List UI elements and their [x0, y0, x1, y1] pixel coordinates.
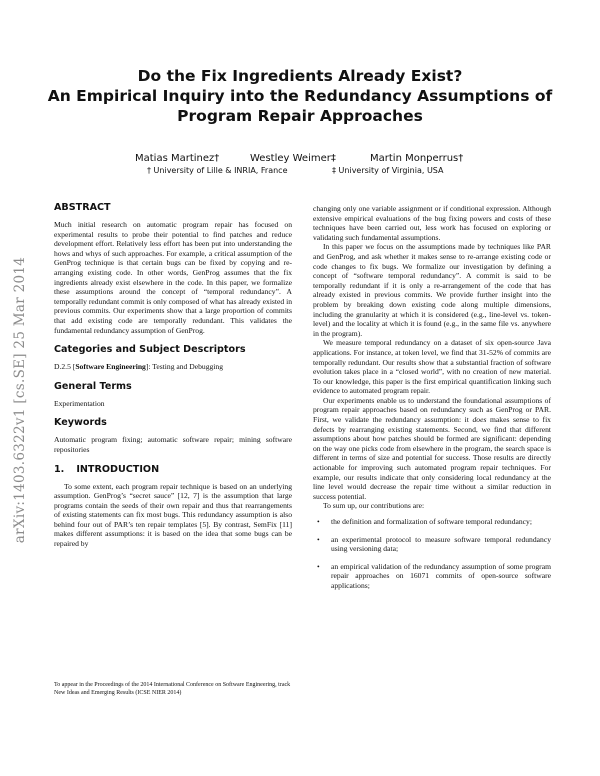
paragraph-text: makes sense to fix defects by rearranging existing statements. Second, we find that different assumptions about how patches should be formed are significant: depending on the way one picks code from elsewhere in the program, the search space is different in terms of size and potential for success. Those results are directly actionable for improving such automated program repair techniques. For example, our results indicate that only considering local redundancy at the line level would decrease the repair time without a similar reduction in success potential. [313, 415, 551, 501]
list-item [313, 535, 551, 554]
contributions-list [313, 517, 551, 591]
author-martinez: Matias Martinez† [135, 153, 220, 164]
paragraph: changing only one variable assignment or if conditional expression. Although extensive empirical evaluations of the bug fixing powers and costs of these techniques have been carried out, less work has focused on exploring or validating such fundamental assumptions. [313, 204, 551, 242]
introduction-heading [54, 464, 292, 476]
right-column [313, 204, 551, 599]
paragraph: To sum up, our contributions are: [323, 501, 425, 511]
paragraph-text: Our experiments enable us to understand the foundational assumptions of program repair approaches based on redundancy such as GenProg or PAR. First, we validate the redundancy assumption: it [313, 395, 551, 425]
paragraph: We measure temporal redundancy on a dataset of six open-source Java applications. For instance, at token level, we find that 31-52% of commits are temporally redundant. Our results show that a substantial fraction of software evolution takes place in a “closed world”, with no creation of new material. To our knowledge, this paper is the first empirical quantification linking such evidence to automated program repair. [313, 338, 551, 396]
title-line: Do the Fix Ingredients Already Exist? [137, 67, 463, 85]
list-item-text: an empirical validation of the redundancy assumption of some program repair approaches on 16071 commits of open-source software applications; [331, 561, 551, 590]
introduction-text: To some extent, each program repair technique is based on an underlying assumption. GenProg’s “secret sauce” [12, 7] is the assumption that large programs contain the seeds of their own repair and thus that rearrangements of existing statements can fix most bugs. This redundancy assumption is also behind four out of PAR’s ten repair templates [5]. By contrast, SemFix [11] makes different assumptions: it is based on the idea that some bugs can be repaired by [54, 481, 292, 549]
left-column [54, 202, 292, 549]
abstract-heading: ABSTRACT [54, 202, 111, 213]
arxiv-identifier: arXiv:1403.6322v1 [cs.SE] 25 Mar 2014 [12, 256, 28, 544]
list-item [313, 562, 551, 591]
emphasis-text: does [472, 415, 487, 425]
paragraph [313, 396, 551, 502]
author-monperrus: Martin Monperrus† [370, 153, 464, 164]
title-line: Program Repair Approaches [177, 107, 423, 125]
author-weimer: Westley Weimer‡ [250, 153, 336, 164]
bullet-icon: • [317, 517, 320, 526]
general-terms-heading: General Terms [54, 380, 132, 392]
categories-suffix: ]: Testing and Debugging [145, 362, 223, 372]
paragraph: In this paper we focus on the assumptions made by techniques like PAR and GenProg, and ask whether it makes sense to re-arrange existing code or code changes to fix bugs. We formalize our investigation by defining a concept of “software temporal redundancy”. A commit is said to be temporally redundant if it is only a re-arrangement of the code that has already existed in previous commits. We provide further insight into the problem by breaking down existing code along multiple dimensions, including the granularity at which it is considered (e.g., line-level vs. token-level) and the locality at which it is found (e.g., in the same file vs. anywhere in the program). [313, 242, 551, 338]
categories-prefix: D.2.5 [ [54, 362, 76, 372]
list-item [313, 517, 551, 527]
categories-text [54, 362, 292, 372]
list-item-text: an experimental protocol to measure software temporal redundancy using versioning data; [331, 534, 551, 554]
paper-title [0, 66, 600, 126]
list-item-text: the definition and formalization of software temporal redundancy; [331, 517, 532, 526]
bullet-icon: • [317, 534, 320, 544]
categories-bold: Software Engineering [75, 362, 146, 372]
section-title: INTRODUCTION [76, 463, 160, 475]
keywords-text: Automatic program fixing; automatic software repair; mining software repositories [54, 435, 292, 454]
bullet-icon: • [317, 561, 320, 571]
affiliation-virginia: ‡ University of Virginia, USA [332, 166, 444, 175]
title-line: An Empirical Inquiry into the Redundancy Assumptions of [47, 87, 553, 105]
footnote: To appear in the Proceedings of the 2014 International Conference on Software Engineering, track New Ideas and Emerging Results (ICSE NIER 2014) [54, 682, 291, 696]
section-number: 1. [54, 463, 65, 475]
general-terms-text: Experimentation [54, 398, 105, 408]
affiliation-lille: † University of Lille & INRIA, France [147, 166, 288, 175]
keywords-heading: Keywords [54, 417, 107, 429]
abstract-text: Much initial research on automatic program repair has focused on experimental results to probe their potential to find patches and reduce development effort. Relatively less effort has been put into understanding the hows and whys of such approaches. For example, a critical assumption of the GenProg technique is that certain bugs can be fixed by copying and re-arranging existing code. In other words, GenProg assumes that the fix ingredients already exist elsewhere in the code. In this paper, we formalize these assumptions around the concept of “temporal redundancy”. A temporally redundant commit is only composed of what has already existed in previous commits. Our experiments show that a large proportion of commits that add existing code are temporally redundant. This validates the fundamental redundancy assumption of GenProg. [54, 220, 292, 335]
categories-heading: Categories and Subject Descriptors [54, 344, 246, 356]
